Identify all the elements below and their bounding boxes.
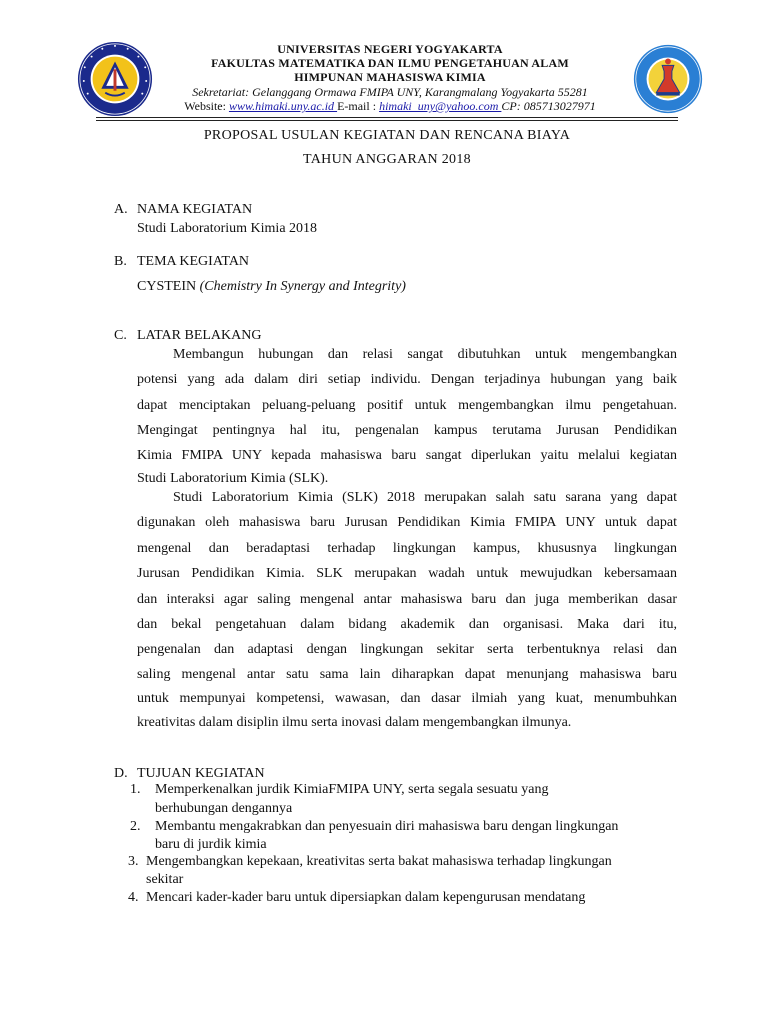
website-link[interactable]: www.himaki.uny.ac.id [228,99,338,113]
header-university: UNIVERSITAS NEGERI YOGYAKARTA [277,42,503,56]
goal-number: 1. [130,782,141,797]
section-d-label: TUJUAN KEGIATAN [137,766,265,781]
uny-logo [76,40,154,118]
para2-line: Jurusan Pendidikan Kimia. SLK merupakan wadah untuk mewujudkan kebersamaan [137,566,677,581]
para2-line: dan bekal pengetahuan dalam bidang akademik dan organisasi. Maka dari itu, [137,617,677,632]
email-label: E-mail : [337,99,380,113]
himaki-logo [632,40,704,118]
header-divider-thin [96,120,678,121]
para2-line: saling mengenal antar satu sama lain diharapkan dapat menunjang mahasiswa baru [137,667,677,682]
goal-text-line: baru di jurdik kimia [155,837,267,852]
theme-name: CYSTEIN [137,279,200,294]
para1-line: dapat menciptakan peluang-peluang positif untuk mengembangkan ilmu pengetahuan. [137,398,677,413]
proposal-title: PROPOSAL USULAN KEGIATAN DAN RENCANA BIAYA [203,128,571,143]
para1-line: Membangun hubungan dan relasi sangat dibutuhkan untuk mengembangkan [173,347,677,362]
goal-text-line: Mengembangkan kepekaan, kreativitas serta bakat mahasiswa terhadap lingkungan [146,854,612,869]
header-organization: HIMPUNAN MAHASISWA KIMIA [294,70,486,84]
para1-line: Studi Laboratorium Kimia (SLK). [137,471,329,486]
goal-number: 2. [130,819,141,834]
para1-line: Kimia FMIPA UNY kepada mahasiswa baru sangat diperlukan yaitu melalui kegiatan [137,448,677,463]
goal-text-line: berhubungan dengannya [155,801,293,816]
section-a-label: NAMA KEGIATAN [137,202,253,217]
goal-number: 3. [128,854,139,869]
para1-line: Mengingat pentingnya hal itu, pengenalan kampus terutama Jurusan Pendidikan [137,423,677,438]
para2-line: kreativitas dalam disiplin ilmu serta inovasi dalam mengembangkan ilmunya. [137,715,572,730]
para2-line: digunakan oleh mahasiswa baru Jurusan Pendidikan Kimia FMIPA UNY untuk dapat [137,515,677,530]
para2-line: Studi Laboratorium Kimia (SLK) 2018 merupakan salah satu sarana yang dapat [173,490,677,505]
section-c-label: LATAR BELAKANG [137,328,262,343]
theme-expansion: (Chemistry In Synergy and Integrity) [199,279,406,294]
section-b-letter: B. [114,254,127,269]
website-label: Website: [184,99,229,113]
para2-line: pengenalan dan adaptasi dengan lingkungan sekitar serta terbentuknya relasi dan [137,642,677,657]
email-link[interactable]: himaki_uny@yahoo.com [379,99,502,113]
para1-line: potensi yang ada dalam diri setiap individu. Dengan terjadinya hubungan yang baik [137,372,677,387]
contact-phone: CP: 085713027971 [501,99,596,113]
section-b-content [137,279,406,295]
goal-text-line: Membantu mengakrabkan dan penyesuain diri mahasiswa baru dengan lingkungan [155,819,619,834]
header-secretariat: Sekretariat: Gelanggang Ormawa FMIPA UNY, Karangmalang Yogyakarta 55281 [192,85,588,99]
section-b-heading [114,254,514,274]
para2-line: mengenal dan beradaptasi terhadap lingkungan kampus, khususnya lingkungan [137,541,677,556]
goal-text-line: sekitar [146,872,184,887]
section-a-heading [114,202,514,222]
goal-text-line: Mencari kader-kader baru untuk dipersiapkan dalam kepengurusan mendatang [146,890,586,905]
header-contact [150,99,630,114]
header-divider-thick [96,117,678,118]
goal-number: 4. [128,890,139,905]
para2-line: untuk mempunyai kompetensi, wawasan, dan dasar ilmiah yang kuat, menumbuhkan [137,691,677,706]
section-a-content: Studi Laboratorium Kimia 2018 [137,221,318,236]
section-b-label: TEMA KEGIATAN [137,254,250,269]
header-faculty: FAKULTAS MATEMATIKA DAN ILMU PENGETAHUAN ALAM [211,56,569,70]
para2-line: dan interaksi agar saling mengenal antar mahasiswa baru dan juga memberikan dasar [137,592,677,607]
section-c-letter: C. [114,328,127,343]
section-a-letter: A. [114,202,128,217]
budget-year-title: TAHUN ANGGARAN 2018 [303,152,471,167]
section-d-letter: D. [114,766,128,781]
goal-text-line: Memperkenalkan jurdik KimiaFMIPA UNY, serta segala sesuatu yang [155,782,549,797]
